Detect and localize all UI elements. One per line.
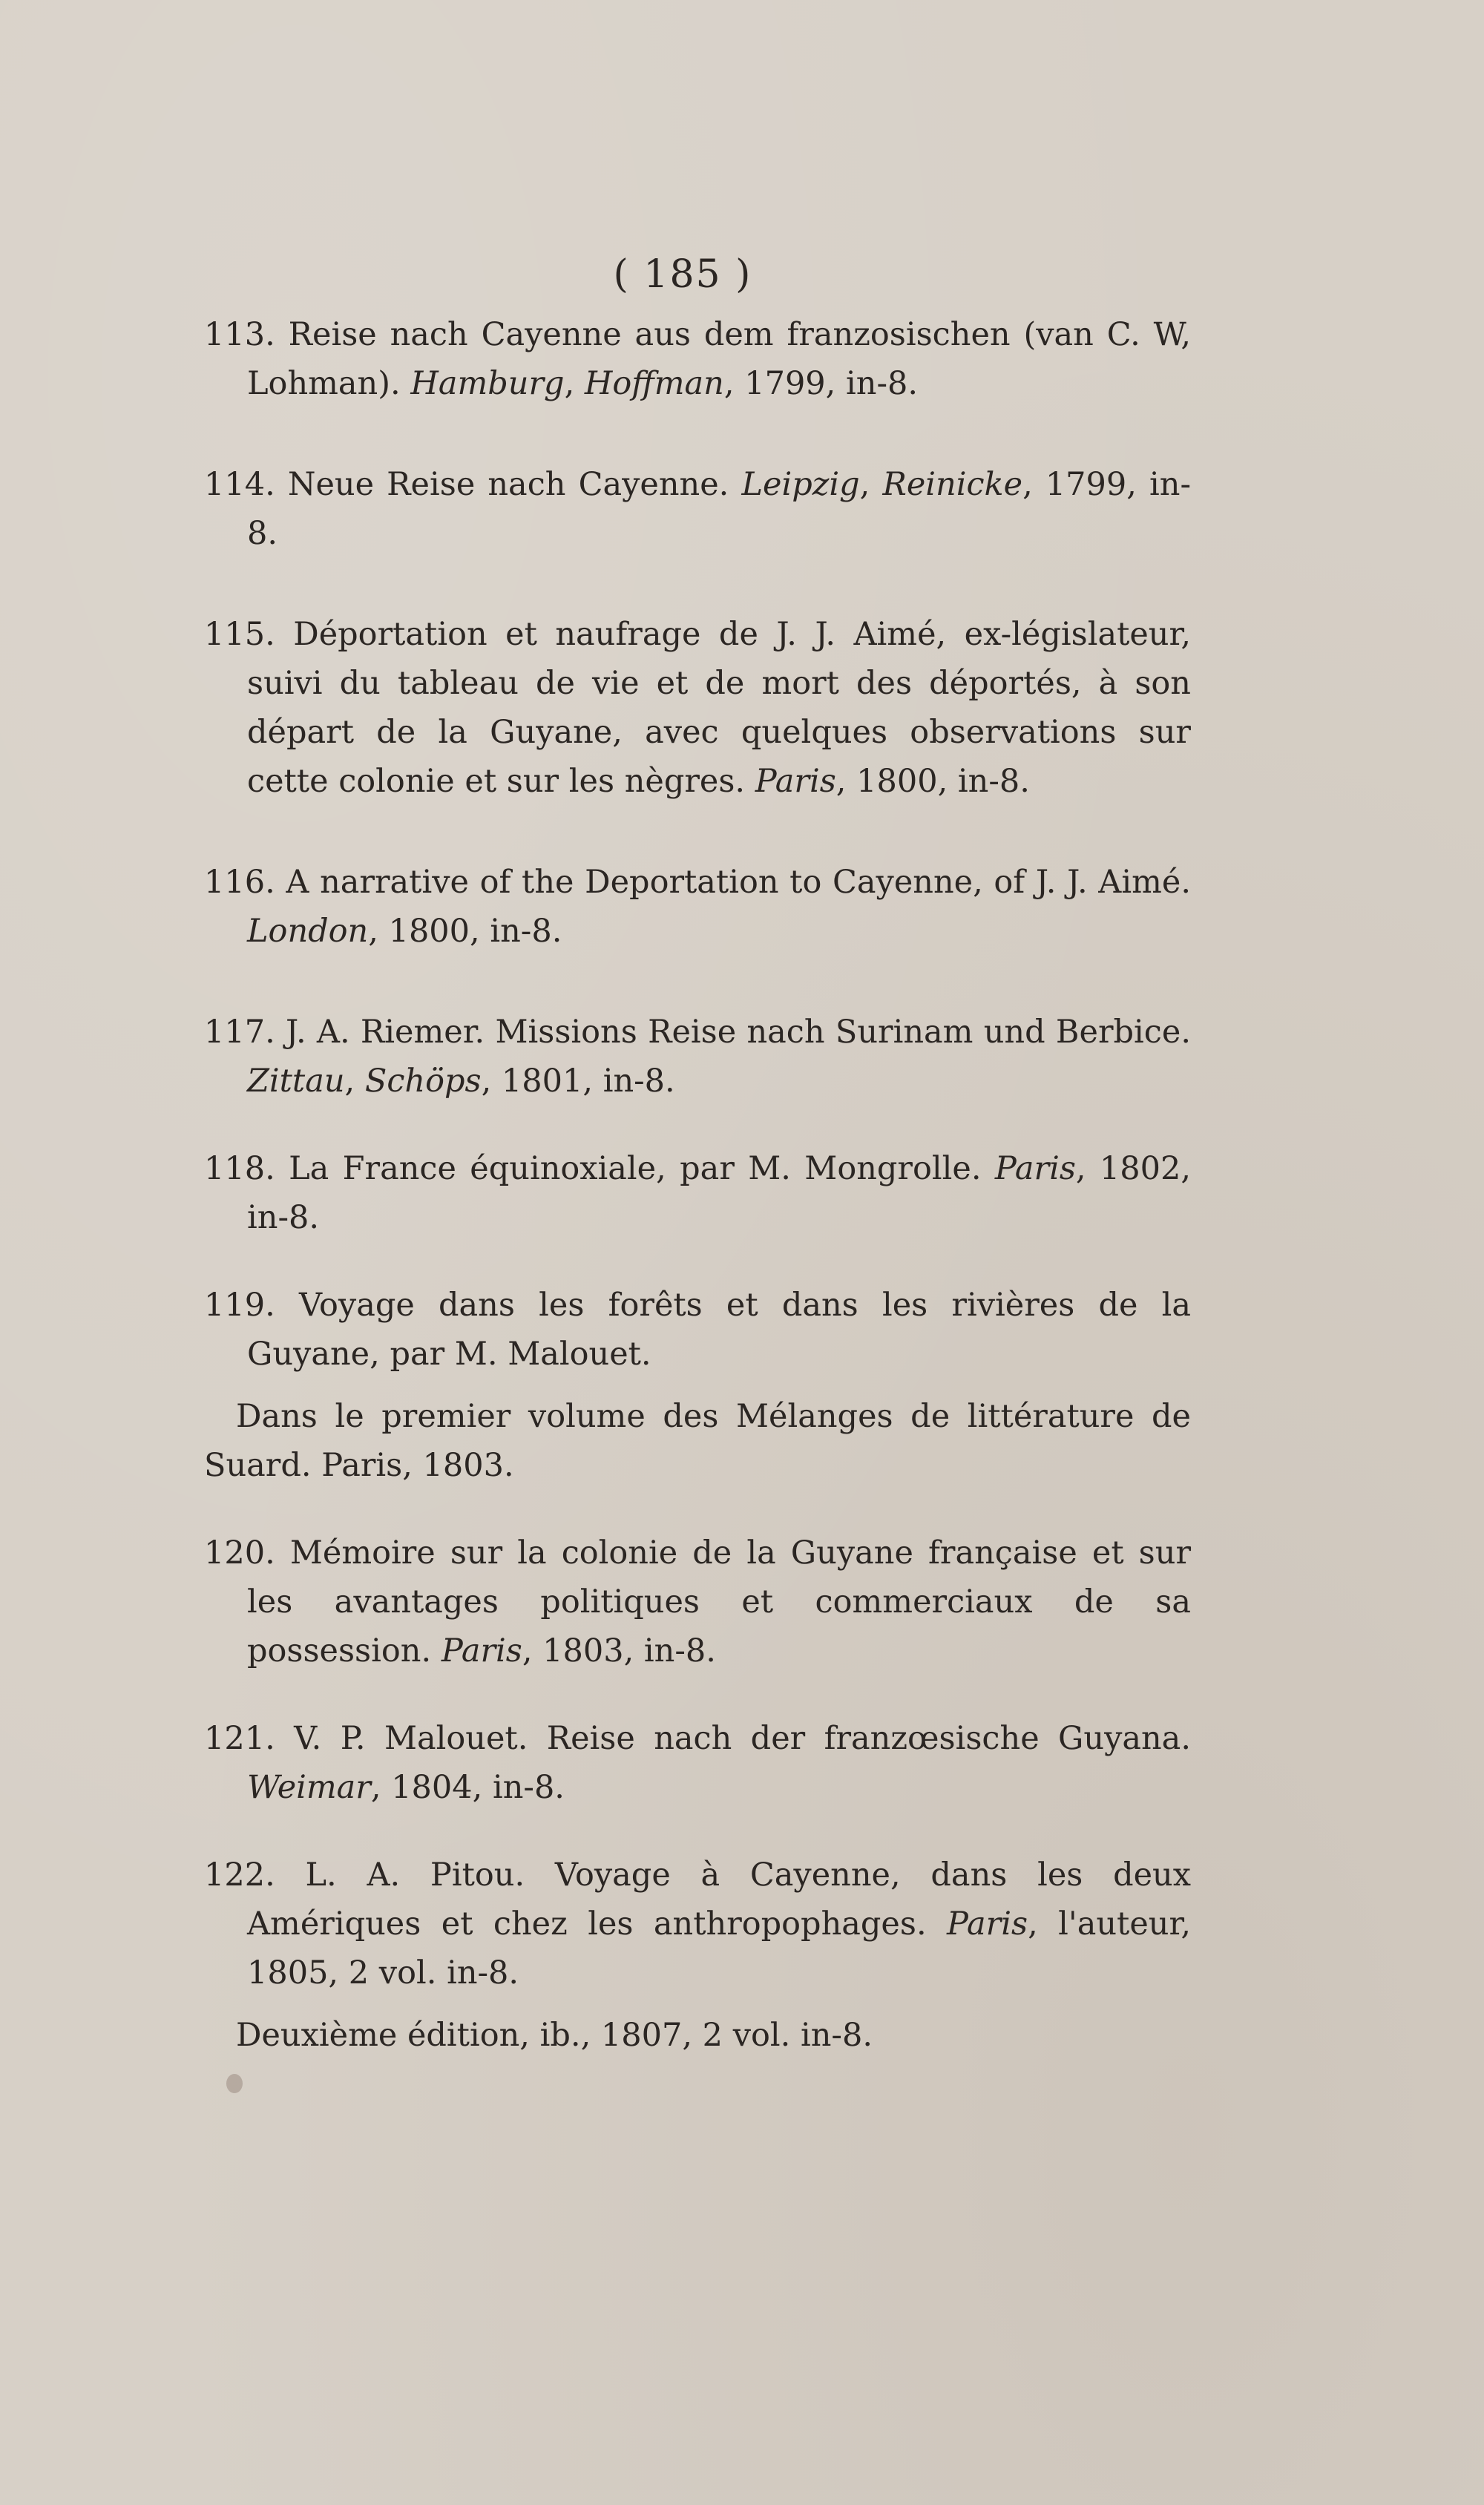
entry-number: 117.: [204, 1014, 275, 1051]
entry-publisher: Reinicke: [882, 466, 1023, 503]
entry-note-119: Dans le premier volume des Mélanges de littérature de Suard. Paris, 1803.: [204, 1398, 1191, 1484]
entry-number: 114.: [204, 466, 275, 503]
entry-place: Leipzig: [741, 466, 860, 503]
entry-text: Déportation et naufrage de J. J. Aimé, ex-législateur, suivi du tableau de vie et de mort des déportés, à son départ de la Guyane, avec quelques observations sur cette colonie et sur les nègres.: [247, 616, 1191, 800]
entry-text: Neue Reise nach Cayenne.: [287, 466, 742, 503]
entry-separator: ,: [344, 1063, 365, 1100]
entry-number: 121.: [204, 1720, 275, 1757]
paper-stain: [226, 2074, 243, 2093]
entry-publisher: Hoffman: [584, 365, 724, 402]
bibliography-entry-117: [204, 1008, 1191, 1106]
bibliography-entry-118: [204, 1144, 1191, 1242]
entry-place: Weimar: [247, 1769, 371, 1806]
entry-number: 115.: [204, 616, 275, 653]
entry-place: Paris: [947, 1905, 1028, 1943]
entry-text: Voyage dans les forêts et dans les rivières de la Guyane, par M. Malouet.: [247, 1287, 1191, 1373]
entry-note-122: Deuxième édition, ib., 1807, 2 vol. in-8.: [236, 2017, 873, 2054]
entry-place: Zittau: [247, 1063, 345, 1100]
bibliography-list: [204, 310, 1191, 2060]
entry-number: 122.: [204, 1856, 275, 1894]
page-number: ( 185 ): [613, 252, 752, 297]
entry-imprint: , 1799, in-8.: [723, 365, 918, 402]
entry-text: La France équinoxiale, par M. Mongrolle.: [289, 1150, 995, 1187]
bibliography-entry-122: [204, 1851, 1191, 1997]
entry-place: Paris: [441, 1632, 522, 1670]
entry-imprint: , 1803, in-8.: [522, 1632, 716, 1670]
entry-number: 119.: [204, 1287, 275, 1324]
bibliography-entry-119: [204, 1281, 1191, 1379]
entry-imprint: , 1800, in-8.: [368, 913, 562, 950]
entry-place: Paris: [994, 1150, 1076, 1187]
entry-imprint: , 1799, in-8.: [247, 466, 1192, 552]
entry-imprint: , 1800, in-8.: [835, 763, 1030, 800]
entry-text: Mémoire sur la colonie de la Guyane française et sur les avantages politiques et commerciaux de sa possession.: [247, 1534, 1191, 1670]
bibliography-entry-115: [204, 610, 1191, 806]
entry-text: A narrative of the Deportation to Cayenne, of J. J. Aimé.: [286, 864, 1191, 901]
entry-publisher: Schöps: [364, 1063, 482, 1100]
entry-text: J. A. Riemer. Missions Reise nach Surinam und Berbice.: [286, 1014, 1191, 1051]
entry-place: London: [247, 913, 369, 950]
entry-imprint: , 1802, in-8.: [247, 1150, 1192, 1236]
entry-number: 120.: [204, 1534, 275, 1572]
bibliography-entry-121: [204, 1714, 1191, 1812]
entry-number: 118.: [204, 1150, 275, 1187]
entry-separator: ,: [564, 365, 585, 402]
entry-separator: ,: [859, 466, 883, 503]
entry-number: 116.: [204, 864, 275, 901]
entry-text: V. P. Malouet. Reise nach der franzœsische Guyana.: [294, 1720, 1191, 1757]
entry-imprint: , 1804, in-8.: [370, 1769, 565, 1806]
bibliography-entry-113: [204, 310, 1191, 408]
entry-text: L. A. Pitou. Voyage à Cayenne, dans les deux Amériques et chez les anthropophages.: [247, 1856, 1191, 1943]
bibliography-entry-116: [204, 858, 1191, 956]
entry-text: Reise nach Cayenne aus dem franzosischen (van C. W, Lohman).: [247, 316, 1191, 402]
entry-imprint: , l'auteur, 1805, 2 vol. in-8.: [247, 1905, 1191, 1992]
entry-imprint: , 1801, in-8.: [481, 1063, 675, 1100]
bibliography-entry-120: [204, 1529, 1191, 1675]
entry-number: 113.: [204, 316, 275, 353]
entry-place: Paris: [755, 763, 836, 800]
entry-place: Hamburg: [410, 365, 565, 402]
bibliography-entry-114: [204, 460, 1191, 558]
